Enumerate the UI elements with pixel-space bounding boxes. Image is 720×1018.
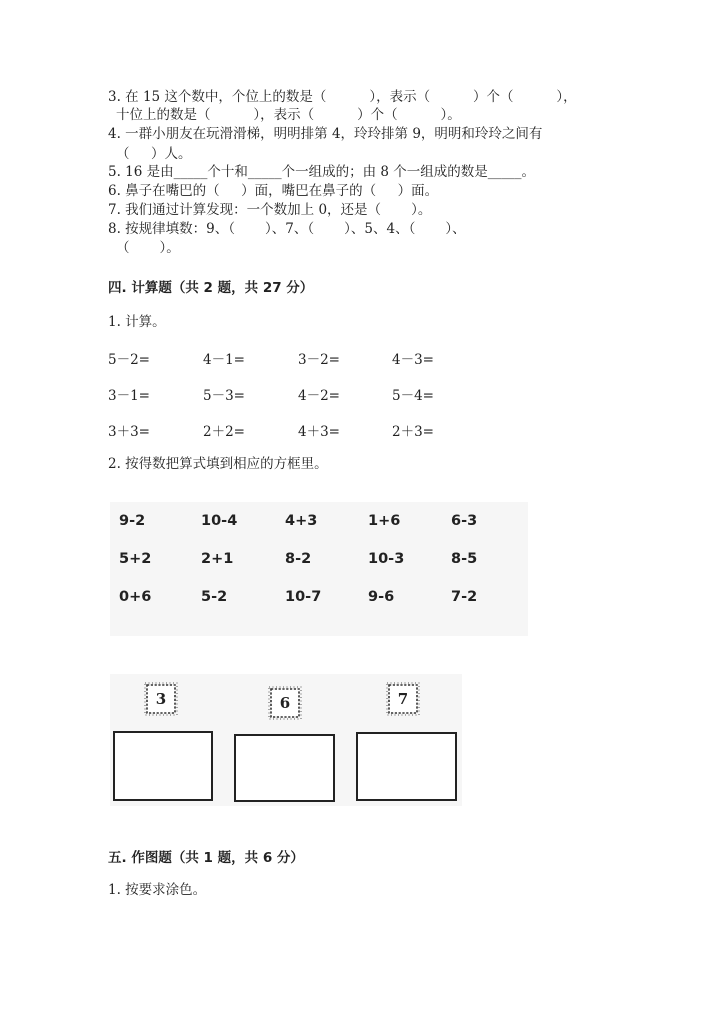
section-4-q1-title: 1. 计算。 [108, 314, 166, 330]
question-3-line-2: 十位上的数是（ ），表示（ ）个（ ）。 [116, 107, 461, 123]
expression-cell: 9-6 [368, 589, 395, 605]
expression-cell: 10-7 [285, 589, 322, 605]
section-5-heading: 五. 作图题（共 1 题，共 6 分） [108, 850, 304, 866]
answer-box-6[interactable] [234, 734, 335, 802]
calc-item: 3－1= [108, 388, 150, 404]
target-badge [385, 681, 421, 717]
expression-cell: 4+3 [285, 513, 318, 529]
expression-cell: 1+6 [368, 513, 401, 529]
target-badge [143, 681, 179, 717]
question-4-line-1: 4. 一群小朋友在玩滑滑梯，明明排第 4，玲玲排第 9，明明和玲玲之间有 [108, 126, 543, 142]
calc-item: 4－3= [392, 352, 434, 368]
calc-item: 4＋3= [298, 424, 340, 440]
question-8-line-2: （ ）。 [116, 240, 180, 256]
question-8-line-1: 8. 按规律填数：9、（ ）、7、（ ）、5、4、（ ）、 [108, 221, 466, 237]
section-4-heading: 四. 计算题（共 2 题，共 27 分） [108, 280, 314, 296]
target-number: 3 [155, 690, 167, 708]
section-4-q2-title: 2. 按得数把算式填到相应的方框里。 [108, 456, 328, 472]
expression-cell: 0+6 [119, 589, 152, 605]
expression-cell: 6-3 [451, 513, 478, 529]
calc-item: 5－2= [108, 352, 150, 368]
calc-item: 2＋3= [392, 424, 434, 440]
calc-item: 4－2= [298, 388, 340, 404]
target-number: 7 [397, 690, 409, 708]
expression-cell: 10-3 [368, 551, 405, 567]
expression-cell: 5+2 [119, 551, 152, 567]
expression-cell: 5-2 [201, 589, 228, 605]
question-4-line-2: （ ）人。 [116, 146, 192, 162]
expression-cell: 10-4 [201, 513, 238, 529]
expression-cell: 8-2 [285, 551, 312, 567]
answer-box-7[interactable] [356, 732, 457, 801]
target-number: 6 [279, 694, 291, 712]
question-3-line-1: 3. 在 15 这个数中，个位上的数是（ ），表示（ ）个（ ）， [108, 89, 577, 105]
expression-cell: 2+1 [201, 551, 234, 567]
calc-item: 5－3= [203, 388, 245, 404]
calc-item: 2＋2= [203, 424, 245, 440]
question-5: 5. 16 是由_____个十和_____个一组成的；由 8 个一组成的数是_____。 [108, 164, 536, 180]
calc-item: 5－4= [392, 388, 434, 404]
target-badge [267, 685, 303, 721]
expression-cell: 7-2 [451, 589, 478, 605]
calc-item: 3＋3= [108, 424, 150, 440]
calc-item: 4－1= [203, 352, 245, 368]
section-5-q1-title: 1. 按要求涂色。 [108, 882, 207, 898]
question-7: 7. 我们通过计算发现：一个数加上 0，还是（ ）。 [108, 202, 432, 218]
question-6: 6. 鼻子在嘴巴的（ ）面，嘴巴在鼻子的（ ）面。 [108, 183, 439, 199]
expression-cell: 9-2 [119, 513, 146, 529]
calc-item: 3－2= [298, 352, 340, 368]
expression-cell: 8-5 [451, 551, 478, 567]
answer-box-3[interactable] [113, 731, 213, 801]
